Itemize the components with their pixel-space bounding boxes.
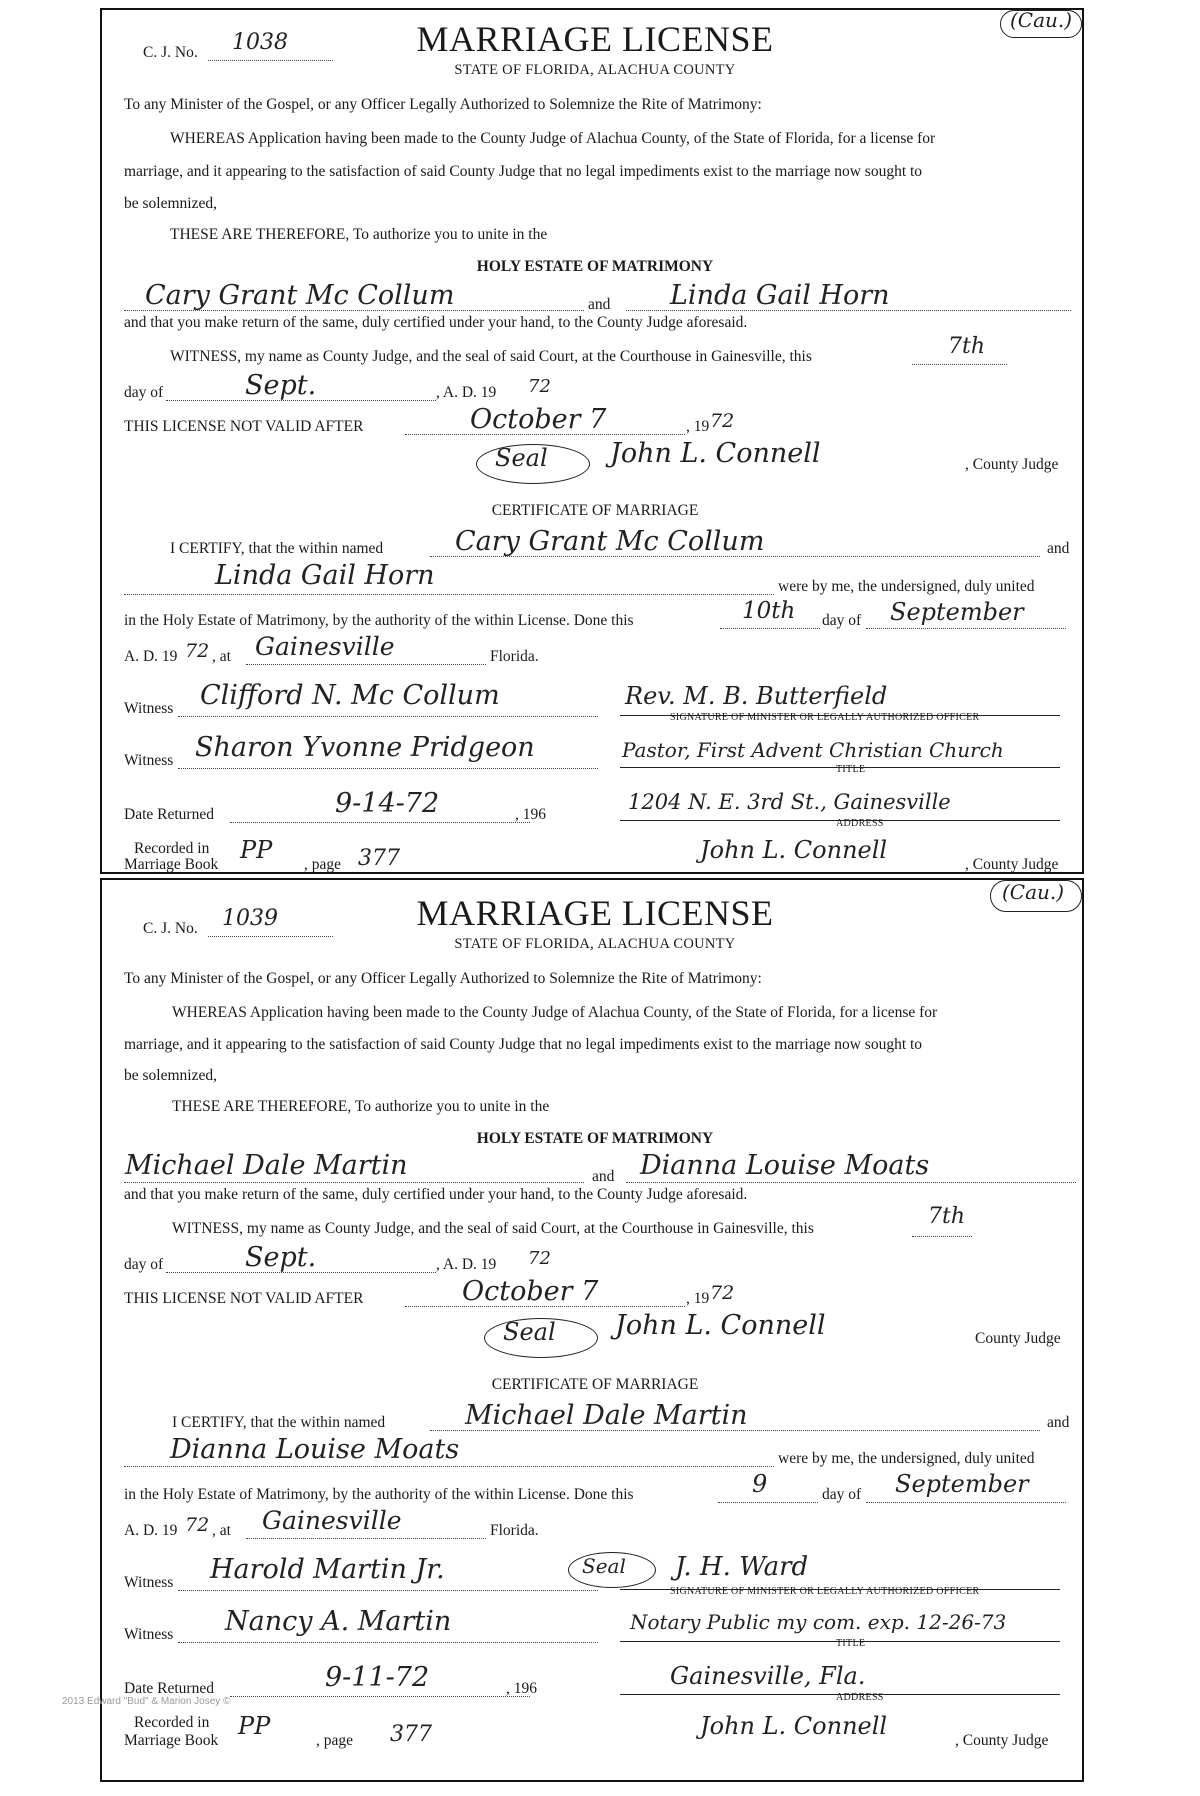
- returned-value-1: 9-14-72: [335, 788, 440, 819]
- witness1-1: Clifford N. Mc Collum: [200, 680, 500, 711]
- cert-and-1: and: [1047, 540, 1070, 557]
- certificate-title-1: CERTIFICATE OF MARRIAGE: [491, 502, 699, 519]
- whereas-line2-1: marriage, and it appearing to the satisfaction of said County Judge that no legal impediments exist to the marriage now sought to: [124, 163, 923, 180]
- cert-county-judge-2: , County Judge: [955, 1732, 1049, 1749]
- day-line-1: [912, 364, 1007, 365]
- day-num-2: 7th: [928, 1204, 966, 1229]
- valid-year-pre-1: , 19: [686, 418, 710, 435]
- done-month-line-2: [866, 1502, 1066, 1503]
- done-day-line-1: [720, 628, 820, 629]
- county-judge-2: County Judge: [975, 1330, 1061, 1347]
- cert-bride-line-1: [124, 594, 774, 595]
- place-1: Gainesville: [255, 632, 395, 661]
- corner-note-text-1: (Cau.): [1010, 8, 1073, 32]
- whereas-line3-2: be solemnized,: [124, 1067, 217, 1084]
- corner-note-text-2: (Cau.): [1002, 880, 1065, 904]
- cert-bride-2: Dianna Louise Moats: [170, 1434, 460, 1465]
- holy-estate-2: HOLY ESTATE OF MATRIMONY: [476, 1130, 714, 1147]
- sig-caption-1: SIGNATURE OF MINISTER OR LEGALLY AUTHORIZED OFFICER: [670, 712, 980, 723]
- title-caption-1: TITLE: [836, 764, 866, 775]
- cert-county-judge-1: , County Judge: [965, 856, 1059, 873]
- valid-date-2: October 7: [462, 1276, 599, 1307]
- valid-year-2: 72: [710, 1282, 735, 1304]
- copyright-watermark: 2013 Edward "Bud" & Marion Josey ©: [62, 1696, 231, 1707]
- place-line-1: [246, 664, 486, 665]
- marriage-book-2: Marriage Book: [124, 1732, 219, 1749]
- therefore-2: THESE ARE THEREFORE, To authorize you to unite in the: [172, 1098, 550, 1115]
- whereas-line1-1: WHEREAS Application having been made to the County Judge of Alachua County, of the State of Florida, for a license for: [170, 130, 936, 147]
- cert-ad-1: A. D. 19: [124, 648, 178, 665]
- return-text-2: and that you make return of the same, duly certified under your hand, to the County Judge aforesaid.: [124, 1186, 748, 1203]
- marriage-book-1: Marriage Book: [124, 856, 219, 873]
- recorded-1: Recorded in: [134, 840, 210, 857]
- license-state-1: STATE OF FLORIDA, ALACHUA COUNTY: [454, 62, 736, 78]
- certify-2: I CERTIFY, that the within named: [172, 1414, 386, 1431]
- page-2: 377: [390, 1722, 432, 1747]
- ad-2: , A. D. 19: [436, 1256, 497, 1273]
- page-1: 377: [358, 846, 400, 871]
- returned-suffix-2: , 196: [506, 1680, 537, 1697]
- cj-line-1: [208, 60, 333, 61]
- returned-line-2: [230, 1696, 530, 1697]
- cert-ad-2: A. D. 19: [124, 1522, 178, 1539]
- done-day-1: 10th: [742, 598, 796, 624]
- returned-line-1: [230, 822, 530, 823]
- witness-label-1b: Witness: [124, 752, 174, 769]
- witness-text-2: WITNESS, my name as County Judge, and the seal of said Court, at the Courthouse in Gainesville, this: [172, 1220, 814, 1237]
- title-caption-2: TITLE: [836, 1638, 866, 1649]
- therefore-1: THESE ARE THEREFORE, To authorize you to unite in the: [170, 226, 548, 243]
- judge-signature-1: John L. Connell: [610, 438, 821, 469]
- license-title-2: MARRIAGE LICENSE: [416, 893, 774, 933]
- cert-day-of-2: day of: [822, 1486, 862, 1503]
- license-title-1: MARRIAGE LICENSE: [416, 19, 774, 59]
- witness1-2: Harold Martin Jr.: [210, 1554, 445, 1585]
- groom-name-1: Cary Grant Mc Collum: [145, 280, 455, 311]
- certify-1: I CERTIFY, that the within named: [170, 540, 384, 557]
- license-state-2: STATE OF FLORIDA, ALACHUA COUNTY: [454, 936, 736, 952]
- whereas-line1-2: WHEREAS Application having been made to the County Judge of Alachua County, of the State of Florida, for a license for: [172, 1004, 938, 1021]
- officer-seal-text-2: Seal: [582, 1554, 626, 1578]
- book-1: PP: [240, 836, 273, 864]
- day-line-2: [912, 1236, 972, 1237]
- whereas-line2-2: marriage, and it appearing to the satisfaction of said County Judge that no legal impediments exist to the marriage now sought to: [124, 1036, 923, 1053]
- done-month-1: September: [890, 598, 1024, 626]
- groom-name-2: Michael Dale Martin: [125, 1150, 408, 1181]
- cert-bride-1: Linda Gail Horn: [215, 560, 435, 591]
- witness2-line-2: [178, 1642, 598, 1643]
- cj-label-2: C. J. No.: [143, 920, 198, 937]
- bride-name-1: Linda Gail Horn: [670, 280, 890, 311]
- holy-text-1: in the Holy Estate of Matrimony, by the authority of the within License. Done this: [124, 612, 634, 629]
- witness2-1: Sharon Yvonne Pridgeon: [195, 732, 535, 763]
- cert-year-1: 72: [185, 640, 210, 662]
- year-2: 72: [528, 1248, 551, 1269]
- day-of-2: day of: [124, 1256, 164, 1273]
- done-day-2: 9: [752, 1470, 768, 1498]
- address-value-1: 1204 N. E. 3rd St., Gainesville: [628, 790, 951, 814]
- witness-label-2b: Witness: [124, 1626, 174, 1643]
- to-any-2: To any Minister of the Gospel, or any Officer Legally Authorized to Solemnize the Rite of Matrimony:: [124, 970, 762, 987]
- returned-value-2: 9-11-72: [325, 1662, 430, 1693]
- place-line-2: [246, 1538, 486, 1539]
- cert-groom-1: Cary Grant Mc Collum: [455, 526, 765, 557]
- whereas-line3-1: be solemnized,: [124, 195, 217, 212]
- seal-text-2: Seal: [503, 1318, 556, 1346]
- florida-2: Florida.: [490, 1522, 539, 1539]
- cert-year-2: 72: [185, 1514, 210, 1536]
- witness-text-1: WITNESS, my name as County Judge, and the seal of said Court, at the Courthouse in Gainesville, this: [170, 348, 812, 365]
- to-any-1: To any Minister of the Gospel, or any Officer Legally Authorized to Solemnize the Rite of Matrimony:: [124, 96, 762, 113]
- address-caption-2: ADDRESS: [836, 1692, 884, 1703]
- year-1: 72: [528, 376, 551, 397]
- done-month-2: September: [895, 1470, 1029, 1498]
- date-returned-1: Date Returned: [124, 806, 214, 823]
- groom-line-2: [124, 1182, 584, 1183]
- address-value-2: Gainesville, Fla.: [670, 1662, 866, 1690]
- and-2: and: [592, 1168, 615, 1185]
- month-1: Sept.: [245, 370, 317, 401]
- page-label-2: , page: [316, 1732, 354, 1749]
- cert-judge-sig-2: John L. Connell: [700, 1712, 888, 1740]
- done-day-line-2: [718, 1502, 818, 1503]
- certificate-title-2: CERTIFICATE OF MARRIAGE: [491, 1376, 699, 1393]
- witness-label-1a: Witness: [124, 700, 174, 717]
- page-label-1: , page: [304, 856, 342, 873]
- and-1: and: [588, 296, 611, 313]
- cert-at-1: , at: [212, 648, 231, 665]
- valid-year-pre-2: , 19: [686, 1290, 710, 1307]
- county-judge-1: , County Judge: [965, 456, 1059, 473]
- bride-line-2: [626, 1182, 1076, 1183]
- done-month-line-1: [866, 628, 1066, 629]
- day-num-1: 7th: [948, 334, 986, 359]
- sig-caption-2: SIGNATURE OF MINISTER OR LEGALLY AUTHORIZED OFFICER: [670, 1586, 980, 1597]
- cert-judge-sig-1: John L. Connell: [700, 836, 888, 864]
- officer-2: J. H. Ward: [675, 1552, 809, 1582]
- witness1-line-1: [178, 716, 598, 717]
- witness2-line-1: [178, 768, 598, 769]
- place-2: Gainesville: [262, 1506, 402, 1535]
- witness2-2: Nancy A. Martin: [225, 1606, 452, 1637]
- valid-date-1: October 7: [470, 404, 607, 435]
- title-value-2: Notary Public my com. exp. 12-26-73: [630, 1610, 1007, 1634]
- not-valid-1: THIS LICENSE NOT VALID AFTER: [124, 418, 364, 435]
- cj-label-1: C. J. No.: [143, 44, 198, 61]
- florida-1: Florida.: [490, 648, 539, 665]
- judge-signature-2: John L. Connell: [615, 1310, 826, 1341]
- cert-and-2: and: [1047, 1414, 1070, 1431]
- month-2: Sept.: [245, 1242, 317, 1273]
- seal-text-1: Seal: [495, 444, 548, 472]
- holy-estate-1: HOLY ESTATE OF MATRIMONY: [476, 258, 714, 275]
- date-returned-2: Date Returned: [124, 1680, 214, 1697]
- united-1: were by me, the undersigned, duly united: [778, 578, 1035, 595]
- ad-1: , A. D. 19: [436, 384, 497, 401]
- officer-1: Rev. M. B. Butterfield: [625, 682, 888, 710]
- witness1-line-2: [178, 1590, 598, 1591]
- valid-year-1: 72: [710, 410, 735, 432]
- cert-bride-line-2: [124, 1466, 774, 1467]
- cj-line-2: [208, 936, 333, 937]
- address-caption-1: ADDRESS: [836, 818, 884, 829]
- cert-day-of-1: day of: [822, 612, 862, 629]
- not-valid-2: THIS LICENSE NOT VALID AFTER: [124, 1290, 364, 1307]
- cj-number-1: 1038: [232, 30, 288, 55]
- holy-text-2: in the Holy Estate of Matrimony, by the authority of the within License. Done this: [124, 1486, 634, 1503]
- return-text-1: and that you make return of the same, duly certified under your hand, to the County Judge aforesaid.: [124, 314, 748, 331]
- recorded-2: Recorded in: [134, 1714, 210, 1731]
- cj-number-2: 1039: [222, 906, 278, 931]
- bride-name-2: Dianna Louise Moats: [640, 1150, 930, 1181]
- book-2: PP: [238, 1712, 271, 1740]
- returned-suffix-1: , 196: [515, 806, 546, 823]
- witness-label-2a: Witness: [124, 1574, 174, 1591]
- day-of-1: day of: [124, 384, 164, 401]
- title-value-1: Pastor, First Advent Christian Church: [622, 738, 1004, 762]
- united-2: were by me, the undersigned, duly united: [778, 1450, 1035, 1467]
- cert-groom-2: Michael Dale Martin: [465, 1400, 748, 1431]
- cert-at-2: , at: [212, 1522, 231, 1539]
